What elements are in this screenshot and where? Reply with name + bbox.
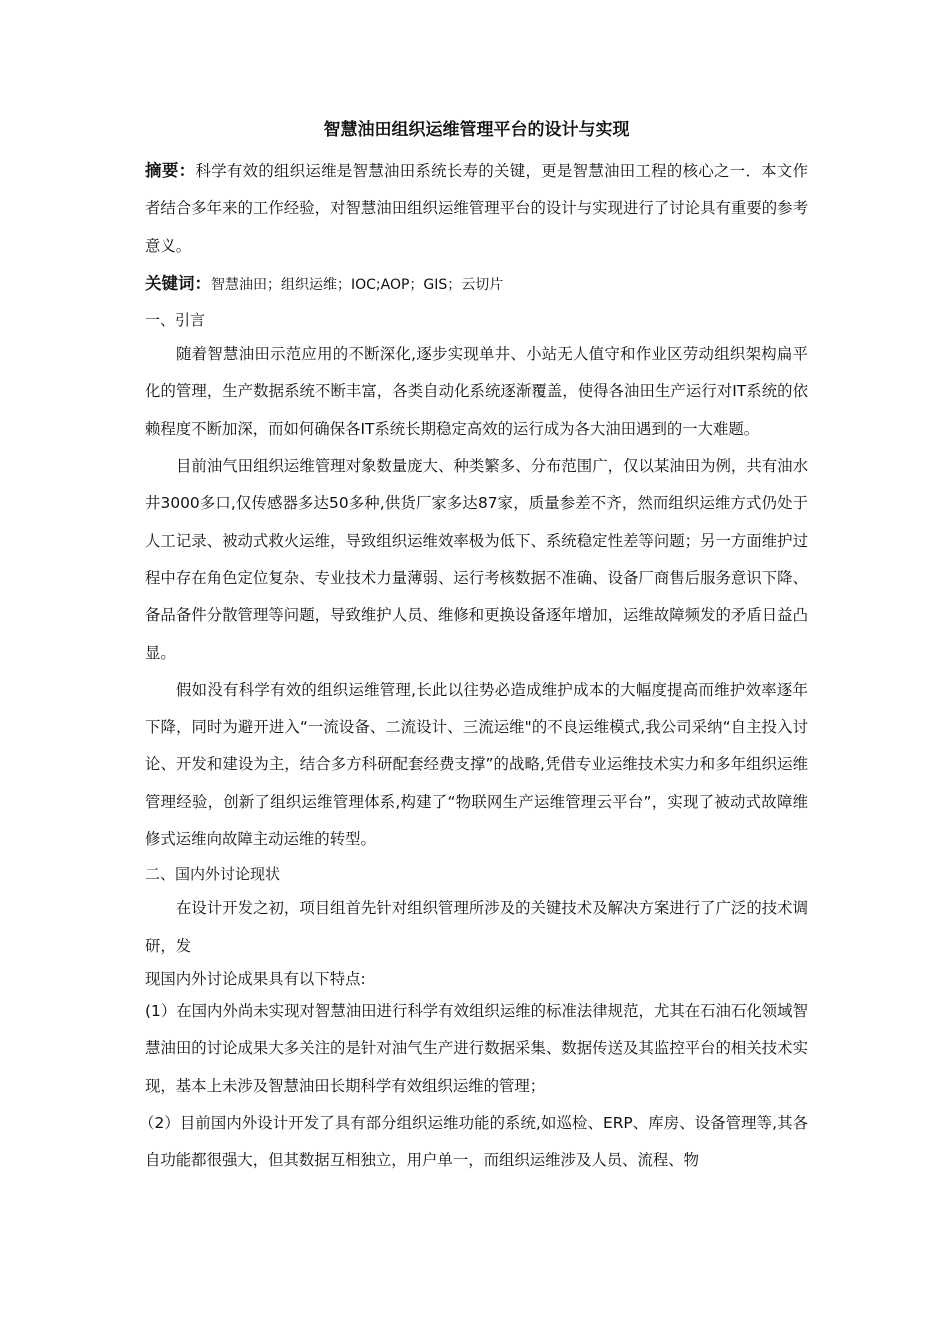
abstract-label: 摘要： [145,161,196,180]
keywords [145,265,808,304]
abstract-text: 科学有效的组织运维是智慧油田系统长寿的关键，更是智慧油田工程的核心之一．本文作者结合多年来的工作经验，对智慧油田组织运维管理平台的设计与实现进行了讨论具有重要的参考意义。 [145,162,808,255]
document-title: 智慧油田组织运维管理平台的设计与实现 [323,120,630,140]
keywords-text: 智慧油田；组织运维；IOC;AOP；GIS；云切片 [211,276,504,293]
paragraph: 随着智慧油田示范应用的不断深化,逐步实现单井、小站无人值守和作业区劳动组织架构扁平化的管理，生产数据系统不断丰富，各类自动化系统逐渐覆盖，使得各油田生产运行对IT系统的依赖程度不断加深，而如何确保各IT系统长期稳定高效的运行成为各大油田遇到的一大难题。 [145,345,808,438]
document-page [139,118,808,1179]
section-heading-research-status: 二、国内外讨论现状 [145,865,281,884]
section-heading-introduction: 一、引言 [145,311,206,330]
paragraph: 现国内外讨论成果具有以下特点: [145,969,366,988]
abstract [145,152,808,265]
list-item: (1）在国内外尚未实现对智慧油田进行科学有效组织运维的标准法律规范，尤其在石油石化领域智慧油田的讨论成果大多关注的是针对油气生产进行数据采集、数据传送及其监控平台的相关技术实现，基本上未涉及智慧油田长期科学有效组织运维的管理； [145,1001,808,1095]
keywords-label: 关键词： [145,273,211,293]
paragraph: 假如没有科学有效的组织运维管理,长此以往势必造成维护成本的大幅度提高而维护效率逐年下降，同时为避开进入“一流设备、二流设计、三流运维"的不良运维模式,我公司采纳“自主投入讨论、开发和建设为主，结合多方科研配套经费支撑”的战略,凭借专业运维技术实力和多年组织运维管理经验，创新了组织运维管理体系,构建了“物联网生产运维管理云平台”，实现了被动式故障维修式运维向故障主动运维的转型。 [145,680,808,849]
paragraph: 目前油气田组织运维管理对象数量庞大、种类繁多、分布范围广，仅以某油田为例，共有油水井3000多口,仅传感器多达50多种,供货厂家多达87家，质量参差不齐，然而组织运维方式仍处于人工记录、被动式救火运维，导致组织运维效率极为低下、系统稳定性差等问题；另一方面维护过程中存在角色定位复杂、专业技术力量薄弱、运行考核数据不准确、设备厂商售后服务意识下降、备品备件分散管理等问题，导致维护人员、维修和更换设备逐年增加，运维故障频发的矛盾日益凸显。 [145,457,808,662]
paragraph: 在设计开发之初，项目组首先针对组织管理所涉及的关键技术及解决方案进行了广泛的技术调研，发 [145,899,808,955]
list-item: （2）目前国内外设计开发了具有部分组织运维功能的系统,如巡检、ERP、库房、设备管理等,其各自功能都很强大，但其数据互相独立，用户单一，而组织运维涉及人员、流程、物 [139,1113,808,1170]
